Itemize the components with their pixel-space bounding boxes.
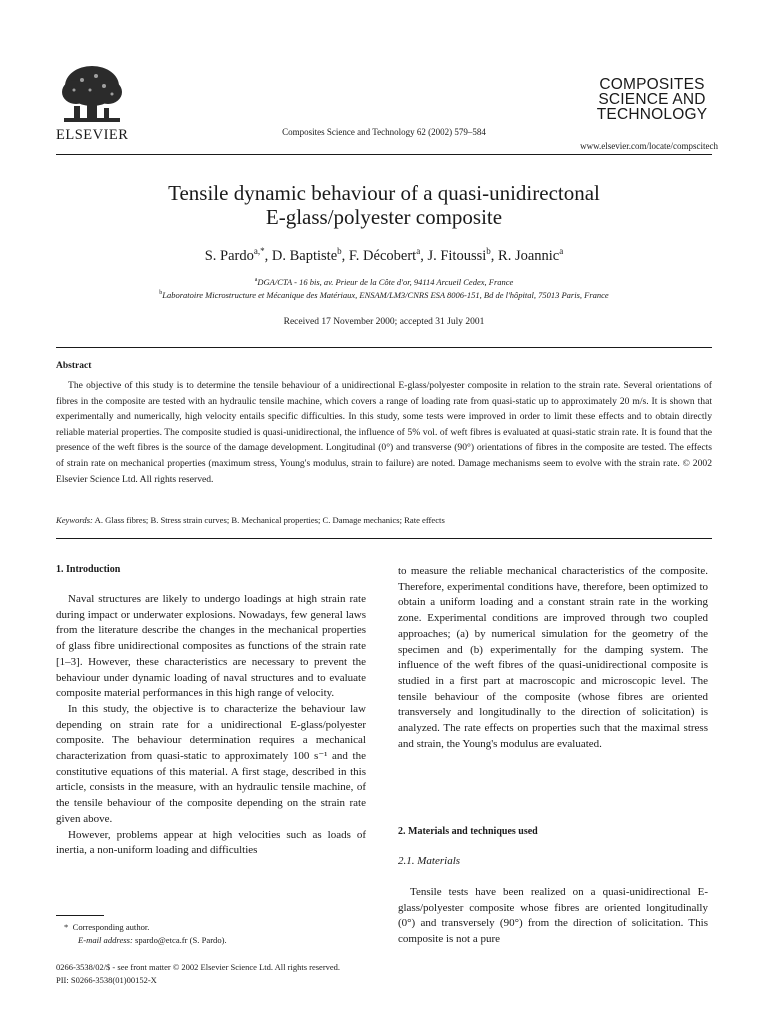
journal-title-line: COMPOSITES (599, 76, 705, 93)
author-affiliation-mark: a,* (253, 246, 265, 256)
paper-title-line: E-glass/polyester composite (265, 205, 503, 229)
affiliation-label: a (254, 277, 258, 284)
email-address-link[interactable]: spardo@etca.fr (S. Pardo). (134, 935, 227, 945)
author-affiliation-mark: b (486, 246, 491, 256)
body-paragraph: However, problems appear at high velocities such as loads of inertia, a non-uniform loading and difficulties (56, 828, 366, 857)
paper-title-line: Tensile dynamic behaviour of a quasi-unidirectonal (168, 181, 600, 205)
received-dates: Received 17 November 2000; accepted 31 July 2001 (283, 317, 485, 327)
journal-title-line: TECHNOLOGY (596, 106, 708, 123)
author-name: J. Fitoussi (427, 247, 487, 264)
author-separator: , (341, 247, 349, 264)
publisher-name: ELSEVIER (56, 127, 129, 143)
keywords (56, 515, 712, 525)
footnote-corresponding-author (64, 921, 364, 934)
author-affiliation-mark: a (416, 246, 421, 256)
keywords-label: Keywords: (56, 515, 93, 525)
body-paragraph: Tensile tests have been realized on a quasi-unidirectional E-glass/polyester composite whose fibres are oriented longitudinally (0°) and transversely (90°) from the direction of solicitation. This composite is not a pure (398, 886, 708, 946)
footnote-mark: * (64, 922, 69, 932)
author-affiliation-mark: a (559, 246, 564, 256)
email-label: E-mail address: (78, 935, 133, 945)
author-name: D. Baptiste (271, 247, 338, 264)
elsevier-tree-logo-icon (56, 62, 128, 128)
right-column (398, 564, 708, 752)
keywords-text: A. Glass fibres; B. Stress strain curves; B. Mechanical properties; C. Damage mechanics; Rate effects (94, 515, 445, 525)
author-name: R. Joannic (498, 247, 560, 264)
journal-title-line: SCIENCE AND (598, 91, 706, 108)
left-column (56, 588, 366, 859)
affiliation (60, 290, 708, 300)
body-paragraph: to measure the reliable mechanical characteristics of the composite. Therefore, experimental conditions have, therefore, been optimized to obtain a uniform loading and a constant strain rate in the working zone. Experimental conditions are improved through two coupled approaches; (a) by numerical simulation for the geometry of the specimen and (b) experimentally for the damping system. The influence of the weft fibres of the quasi-unidirectional composite is studied in a first part at macroscopic and microscopic level. The tensile behaviour of the composite (whose fibres are oriented transversely and longitudinally to the direction of solicitation) is analyzed. The rate effects on properties such that the maximal stress and strain, the Young's modulus are evaluated. (398, 565, 708, 750)
journal-url-link[interactable]: www.elsevier.com/locate/compscitech (580, 141, 718, 151)
pii-line: PII: S0266-3538(01)00152-X (56, 975, 157, 985)
section-heading-materials: 2. Materials and techniques used (398, 826, 538, 837)
abstract-heading: Abstract (56, 361, 92, 371)
section-heading-introduction: 1. Introduction (56, 564, 121, 575)
subsection-heading-materials: 2.1. Materials (398, 855, 461, 867)
paper-title (60, 181, 708, 229)
author-name: F. Décobert (348, 247, 417, 264)
affiliation (60, 277, 708, 287)
author-separator: , (490, 247, 499, 264)
footnote-email (78, 934, 378, 947)
journal-citation: Composites Science and Technology 62 (2002) 579–584 (282, 127, 486, 137)
affiliation-label: b (159, 290, 163, 297)
author-name: S. Pardo (204, 247, 254, 264)
author-separator: , (264, 247, 272, 264)
abstract-top-divider (56, 347, 712, 348)
journal-title (592, 77, 712, 122)
footnote-text: Corresponding author. (72, 922, 150, 932)
header-divider (56, 154, 712, 155)
abstract-bottom-divider (56, 538, 712, 539)
author-affiliation-mark: b (337, 246, 342, 256)
body-paragraph: Naval structures are likely to undergo loadings at high strain rate during impact or underwater explosions. Nowadays, few general laws from the literature describe the changes in the mechanical properties of glass fibre unidirectional composites as functions of the strain rate [1–3]. However, these characteristics are necessary to prevent the behaviour under dynamic loading of naval structures and to evaluate composite material performances in this high range of velocity. (56, 593, 366, 700)
footnote-divider (56, 915, 104, 916)
affiliation-text: DGA/CTA - 16 bis, av. Prieur de la Côte d'or, 94114 Arcueil Cedex, France (257, 277, 514, 287)
abstract-body: The objective of this study is to determine the tensile behaviour of a unidirectional E-glass/polyester composite in relation to the strain rate. Several orientations of fibres in the composite are tested with an hydraulic tensile machine, which covers a range of loading rate from quasi-static up to approximately 20 m/s. It is shown that experimentally and numerically, high velocity entails specific difficulties. In this study, some tests were improved in order to limit these effects and to obtain directly reliable material properties. The composite studied is quasi-unidirectional, the influence of 5% vol. of weft fibres is evaluated at quasi-static strain rate. It is found that the presence of the weft fibres is the source of the damage development. Longitudinal (0°) and transverse (90°) orientations of fibres in the composite are tested. The effects of strain rate on mechanical properties (maximum stress, Young's modulus, strain to failure) are noted. Damage mechanisms seem to evolve with the strain rate. © 2002 Elsevier Science Ltd. All rights reserved. (56, 380, 712, 485)
affiliation-text: Laboratoire Microstructure et Mécanique des Matériaux, ENSAM/LM3/CNRS ESA 8006-151, Bd de l'hôpital, 75013 Paris, France (162, 290, 609, 300)
author-separator: , (420, 247, 428, 264)
copyright-line: 0266-3538/02/$ - see front matter © 2002 Elsevier Science Ltd. All rights reserved. (56, 962, 341, 972)
author-list (60, 246, 708, 265)
body-paragraph: In this study, the objective is to characterize the behaviour law depending on strain rate for a unidirectional E-glass/polyester composite. The behaviour determination requires a mechanical characterization from quasi-static to approximately 100 s⁻¹ and the constitutive equations of this material. A first stage, described in this article, consists in the measure, with an hydraulic tensile machine, of the tensile behaviour of the composite depending on the strain rate given above. (56, 702, 366, 825)
right-column-section2 (398, 885, 708, 948)
